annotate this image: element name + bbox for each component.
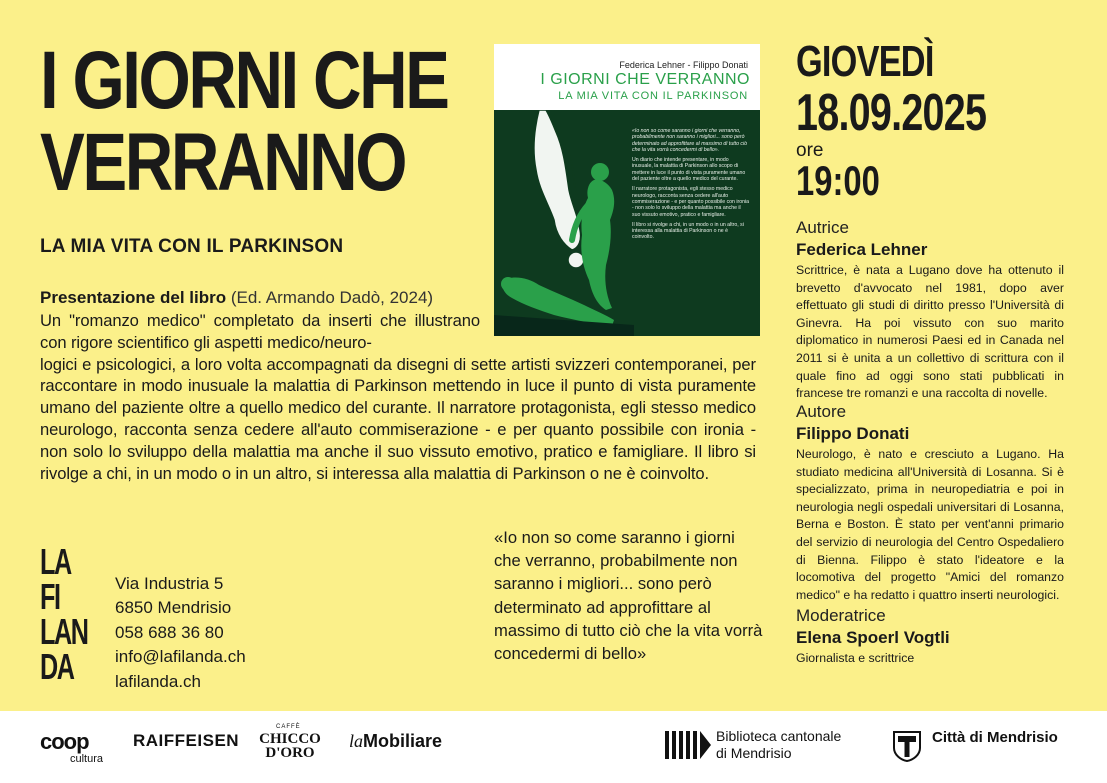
cover-paragraph-1: Un diario che intende presentare, in modo inusuale, la malattia di Parkinson allo scopo di mettere in luce il punto di vista puramente umano del paziente oltre a quello medico del curante. xyxy=(632,157,746,183)
main-title-line2: VERRANNO xyxy=(40,117,406,208)
event-time: 19:00 xyxy=(796,157,880,204)
person-autore xyxy=(796,402,1064,604)
biblioteca-line1: Biblioteca cantonale xyxy=(716,728,842,744)
la-filanda-logo xyxy=(40,541,88,687)
person-name: Federica Lehner xyxy=(796,240,928,259)
sponsor-footer xyxy=(0,711,1107,783)
la-mobiliare-name: Mobiliare xyxy=(363,731,443,751)
chicco-doro-logo xyxy=(255,732,325,760)
venue-website: lafilanda.ch xyxy=(115,671,202,691)
venue-city: 6850 Mendrisio xyxy=(115,598,232,618)
book-cover xyxy=(494,44,760,336)
venue-street: Via Industria 5 xyxy=(115,574,224,593)
coop-logo: coop xyxy=(40,729,89,754)
venue-phone: 058 688 36 80 xyxy=(115,622,224,642)
cover-authors: Federica Lehner - Filippo Donati xyxy=(619,60,748,70)
main-subtitle: LA MIA VITA CON IL PARKINSON xyxy=(40,236,344,257)
venue-address xyxy=(115,572,246,694)
citta-di-mendrisio-label: Città di Mendrisio xyxy=(932,729,1058,746)
la-mobiliare-la: la xyxy=(349,731,364,751)
chicco-doro-line2: D'ORO xyxy=(265,745,315,761)
venue-email: info@lafilanda.ch xyxy=(115,647,246,667)
raiffeisen-logo: RAIFFEISEN xyxy=(133,731,240,750)
person-name: Filippo Donati xyxy=(796,424,910,443)
cover-artwork xyxy=(494,110,760,336)
chicco-doro-line1: CHICCO xyxy=(259,731,321,747)
book-quote: «Io non so come saranno i giorni che verranno, probabilmente non saranno i migliori... sono però determinato ad approfittare al massimo di tutto ciò che la vita vorrà concedermi di bello» xyxy=(494,528,763,664)
presentation-body-rest: logici e psicologici, a loro volta accompagnati da disegni di sette artisti svizzeri contemporanei, per raccontare in modo inusuale la malattia di Parkinson mettendo in luce il punto di vista puramente umano del paziente oltre a quello medico del curante. Il narratore protagonista, egli stesso medico neurologo, racconta senza cedere all'auto commiserazione - e per quanto possibile con ironia - non solo lo sviluppo della malattia ma anche il suo vissuto emotivo, pratico e famigliare. Il libro si rivolge a chi, in un modo o in un altro, si interessa alla malattia di Parkinson o ne è coinvolto. xyxy=(40,354,756,483)
cover-paragraph-2: Il narratore protagonista, egli stesso medico neurologo, racconta senza cedere all'auto commiserazione - e per quanto possibile con ironia - non solo lo sviluppo della malattia ma anche il suo vissuto emotivo, pratico e famigliare. xyxy=(632,186,750,218)
cover-title: I GIORNI CHE VERRANNO xyxy=(540,71,750,88)
person-bio: Neurologo, è nato e cresciuto a Lugano. Ha studiato medicina all'Università di Losanna. Si è specializzato, prima in neuropediatria e poi in neurologia negli ospedali universitari di Losanna, Berna e Boston. È stato per vent'anni primario del servizio di neurologia del Centro Ospedaliero di Bienna. Filippo è stato l'ideatore e la locomotiva del progetto "Amici del romanzo medico" e ha redatto i quattro inserti neurologici. xyxy=(796,447,1064,602)
person-role: Moderatrice xyxy=(796,606,886,625)
main-title xyxy=(40,35,448,208)
presentation-heading xyxy=(40,288,433,308)
presentation-body-intro: Un "romanzo medico" completato da inserti che illustrano con rigore scientifico gli aspetti medico/neuro- xyxy=(40,311,480,352)
event-day: GIOVEDÌ xyxy=(796,37,934,86)
presentation-body xyxy=(40,310,756,484)
biblioteca-line2: di Mendrisio xyxy=(716,745,792,761)
cover-quote: «Io non so come saranno i giorni che verranno, probabilmente non saranno i migliori... sono però determinato ad approfittare al massimo di tutto ciò che la vita vorrà concedermi di bello». xyxy=(632,128,748,153)
logo-line-2: FI xyxy=(40,576,60,617)
presentation-edition: (Ed. Armando Dadò, 2024) xyxy=(230,288,434,307)
logo-line-3: LAN xyxy=(40,611,88,652)
person-role: Autore xyxy=(796,402,847,421)
logo-line-4: DA xyxy=(40,646,74,687)
person-name: Elena Spoerl Vogtli xyxy=(796,628,950,647)
person-bio: Scrittrice, è nata a Lugano dove ha ottenuto il brevetto d'avvocato nel 1981, dopo aver effettuato gli studi di diritto presso l'Università di Ginevra. Ha poi vissuto con suo marito diplomatico in numerosi Paesi ed in Canada nel 2011 si è unita a un collettivo di scrittura con il quale fino ad oggi sono stati pubblicati in francese tre romanzi e una raccolta di novelle. xyxy=(796,263,1064,401)
event-date: 18.09.2025 xyxy=(796,84,987,142)
biblioteca-books-icon xyxy=(665,731,711,759)
presentation-title: Presentazione del libro xyxy=(40,288,227,307)
person-bio: Giornalista e scrittrice xyxy=(796,651,915,665)
cover-paragraph-3: Il libro si rivolge a chi, in un modo o in un altro, si interessa alla malattia di Parkinson o ne è coinvolto. xyxy=(632,221,744,241)
person-moderatrice xyxy=(796,606,1064,668)
person-autrice xyxy=(796,218,1064,403)
cover-back-text xyxy=(632,128,750,245)
cover-subtitle: LA MIA VITA CON IL PARKINSON xyxy=(558,90,748,102)
chicco-doro-caffe-label: CAFFÈ xyxy=(276,724,301,730)
la-mobiliare-logo xyxy=(349,731,442,752)
main-title-line1: I GIORNI CHE xyxy=(40,35,448,126)
logo-line-1: LA xyxy=(40,541,71,582)
person-role: Autrice xyxy=(796,218,849,237)
biblioteca-label xyxy=(716,728,841,762)
mendrisio-coat-of-arms-icon xyxy=(892,730,922,762)
coop-cultura-label: cultura xyxy=(70,753,104,765)
event-ore-label: ore xyxy=(796,140,824,161)
